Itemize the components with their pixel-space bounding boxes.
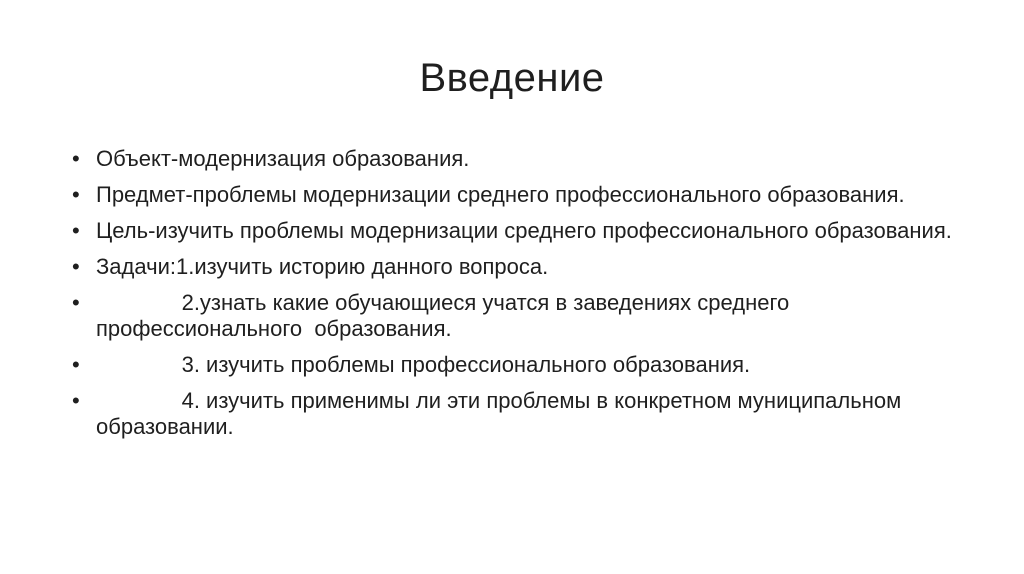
bullet-text: Объект-модернизация образования. <box>96 146 470 171</box>
bullet-list <box>72 146 962 450</box>
bullet-icon: • <box>72 290 80 315</box>
bullet-icon: • <box>72 218 80 243</box>
bullet-icon: • <box>72 388 80 413</box>
bullet-icon: • <box>72 254 80 279</box>
bullet-text: 3. изучить проблемы профессионального образования. <box>96 352 751 377</box>
bullet-icon: • <box>72 182 80 207</box>
slide-title: Введение <box>419 56 605 100</box>
bullet-text: Цель-изучить проблемы модернизации среднего профессионального образования. <box>96 218 952 243</box>
bullet-item-task-3 <box>72 352 962 378</box>
bullet-item-goal <box>72 218 962 244</box>
bullet-text: Предмет-проблемы модернизации среднего профессионального образования. <box>96 182 905 207</box>
bullet-icon: • <box>72 146 80 171</box>
bullet-item-task-4 <box>72 388 962 440</box>
bullet-text: 4. изучить применимы ли эти проблемы в конкретном муниципальном образовании. <box>96 388 908 439</box>
bullet-item-task-1 <box>72 254 962 280</box>
bullet-item-task-2 <box>72 290 962 342</box>
bullet-icon: • <box>72 352 80 377</box>
bullet-text: 2.узнать какие обучающиеся учатся в заведениях среднего профессионального образования. <box>96 290 796 341</box>
bullet-text: Задачи:1.изучить историю данного вопроса. <box>96 254 549 279</box>
bullet-item-subject <box>72 182 962 208</box>
bullet-item-object <box>72 146 962 172</box>
